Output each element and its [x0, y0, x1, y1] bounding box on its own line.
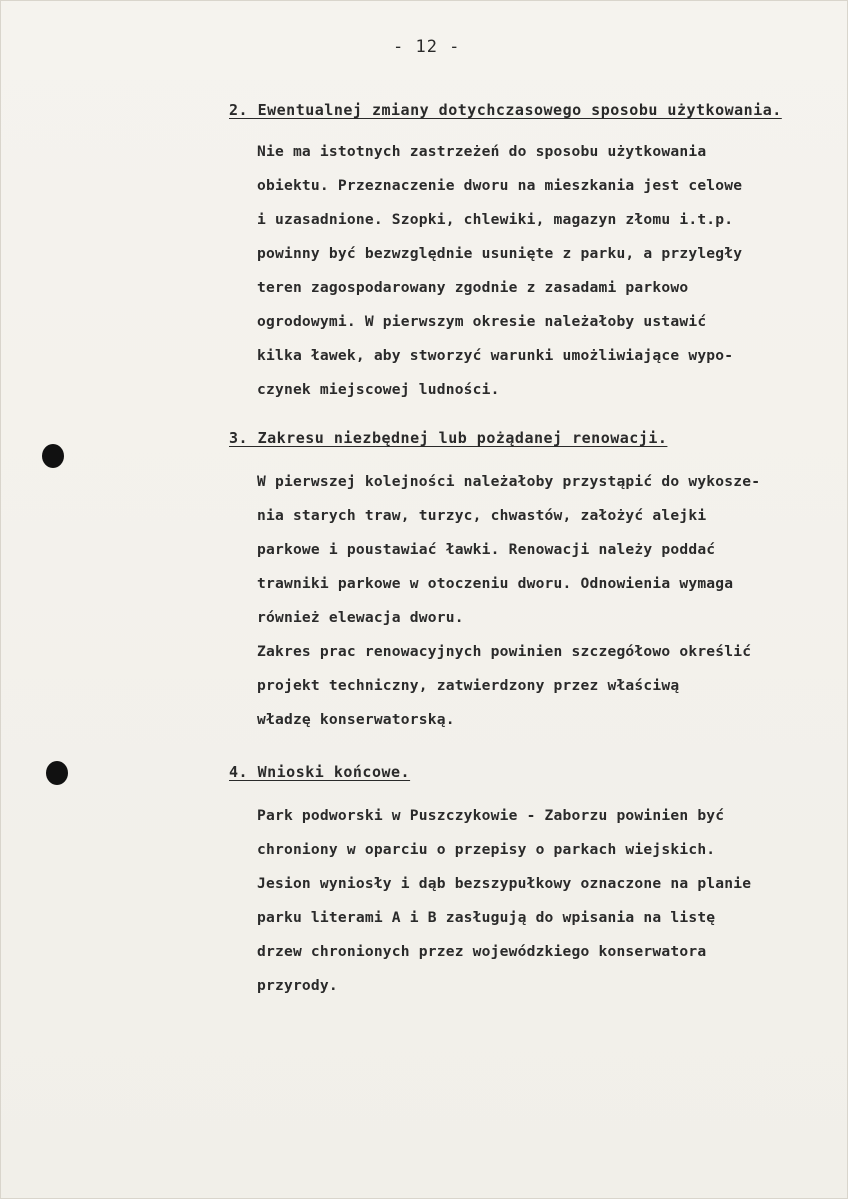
- text-line: teren zagospodarowany zgodnie z zasadami parkowo: [257, 279, 689, 296]
- text-line: Park podworski w Puszczykowie - Zaborzu powinien być: [257, 807, 725, 824]
- text-line: Zakres prac renowacyjnych powinien szczegółowo określić: [257, 643, 752, 660]
- text-line: ogrodowymi. W pierwszym okresie należałoby ustawić: [257, 313, 707, 330]
- punch-hole: [42, 444, 64, 468]
- text-line: przyrody.: [257, 977, 338, 994]
- section-heading: 2. Ewentualnej zmiany dotychczasowego sposobu użytkowania.: [229, 101, 782, 119]
- punch-hole: [46, 761, 68, 785]
- text-line: projekt techniczny, zatwierdzony przez właściwą: [257, 677, 680, 694]
- text-line: i uzasadnione. Szopki, chlewiki, magazyn złomu i.t.p.: [257, 211, 734, 228]
- text-line: powinny być bezwzględnie usunięte z parku, a przyległy: [257, 245, 743, 262]
- text-line: parku literami A i B zasługują do wpisania na listę: [257, 909, 716, 926]
- section-heading: 4. Wnioski końcowe.: [229, 763, 411, 781]
- text-line: trawniki parkowe w otoczeniu dworu. Odnowienia wymaga: [257, 575, 734, 592]
- text-line: kilka ławek, aby stworzyć warunki umożliwiające wypo-: [257, 347, 734, 364]
- text-line: drzew chronionych przez wojewódzkiego konserwatora: [257, 943, 707, 960]
- text-line: Jesion wyniosły i dąb bezszypułkowy oznaczone na planie: [257, 875, 752, 892]
- text-line: nia starych traw, turzyc, chwastów, założyć alejki: [257, 507, 707, 524]
- text-line: Nie ma istotnych zastrzeżeń do sposobu użytkowania: [257, 143, 707, 160]
- text-line: parkowe i poustawiać ławki. Renowacji należy poddać: [257, 541, 716, 558]
- page-number: - 12 -: [393, 37, 461, 57]
- section-paragraph: [257, 465, 760, 737]
- text-line: czynek miejscowej ludności.: [257, 381, 500, 398]
- section-heading: 3. Zakresu niezbędnej lub pożądanej renowacji.: [229, 429, 668, 447]
- text-line: również elewacja dworu.: [257, 609, 464, 626]
- text-line: W pierwszej kolejności należałoby przystąpić do wykosze-: [257, 473, 761, 490]
- text-line: chroniony w oparciu o przepisy o parkach wiejskich.: [257, 841, 716, 858]
- section-paragraph: [257, 135, 742, 407]
- text-line: obiektu. Przeznaczenie dworu na mieszkania jest celowe: [257, 177, 743, 194]
- section-paragraph: [257, 799, 751, 1003]
- text-line: władzę konserwatorską.: [257, 711, 455, 728]
